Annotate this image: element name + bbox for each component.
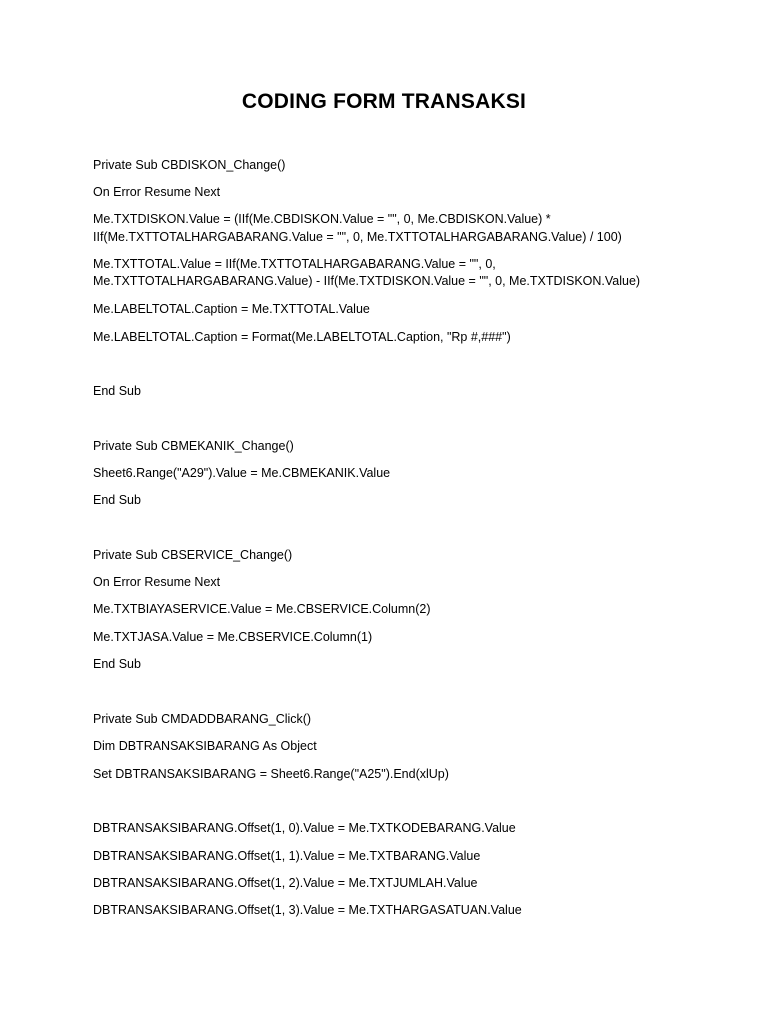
code-line: Private Sub CBSERVICE_Change() <box>93 548 293 562</box>
code-line: Sheet6.Range("A29").Value = Me.CBMEKANIK.Value <box>93 466 391 480</box>
code-line: DBTRANSAKSIBARANG.Offset(1, 2).Value = Me.TXTJUMLAH.Value <box>93 876 478 890</box>
code-line: DBTRANSAKSIBARANG.Offset(1, 1).Value = Me.TXTBARANG.Value <box>93 849 481 863</box>
code-line: Private Sub CBMEKANIK_Change() <box>93 439 294 453</box>
code-line: Me.LABELTOTAL.Caption = Me.TXTTOTAL.Value <box>93 302 370 316</box>
page-title: CODING FORM TRANSAKSI <box>241 90 527 113</box>
code-line: Private Sub CBDISKON_Change() <box>93 158 286 172</box>
code-line: Set DBTRANSAKSIBARANG = Sheet6.Range("A25").End(xlUp) <box>93 767 449 781</box>
code-line: End Sub <box>93 493 141 507</box>
code-line: DBTRANSAKSIBARANG.Offset(1, 0).Value = Me.TXTKODEBARANG.Value <box>93 821 516 835</box>
code-line: Me.TXTTOTALHARGABARANG.Value) - IIf(Me.TXTDISKON.Value = "", 0, Me.TXTDISKON.Value) <box>93 274 641 288</box>
code-line: Me.LABELTOTAL.Caption = Format(Me.LABELTOTAL.Caption, "Rp #,###") <box>93 330 511 344</box>
code-line: Dim DBTRANSAKSIBARANG As Object <box>93 739 317 753</box>
code-line: DBTRANSAKSIBARANG.Offset(1, 3).Value = Me.TXTHARGASATUAN.Value <box>93 903 522 917</box>
code-line: Me.TXTDISKON.Value = (IIf(Me.CBDISKON.Value = "", 0, Me.CBDISKON.Value) * <box>93 212 551 226</box>
code-line: Me.TXTTOTAL.Value = IIf(Me.TXTTOTALHARGABARANG.Value = "", 0, <box>93 257 496 271</box>
code-line: IIf(Me.TXTTOTALHARGABARANG.Value = "", 0, Me.TXTTOTALHARGABARANG.Value) / 100) <box>93 230 622 244</box>
code-line: Private Sub CMDADDBARANG_Click() <box>93 712 312 726</box>
code-line: On Error Resume Next <box>93 185 221 199</box>
code-line: On Error Resume Next <box>93 575 221 589</box>
code-line: Me.TXTJASA.Value = Me.CBSERVICE.Column(1) <box>93 630 373 644</box>
code-line: End Sub <box>93 384 141 398</box>
code-line: Me.TXTBIAYASERVICE.Value = Me.CBSERVICE.Column(2) <box>93 602 431 616</box>
code-line: End Sub <box>93 657 141 671</box>
